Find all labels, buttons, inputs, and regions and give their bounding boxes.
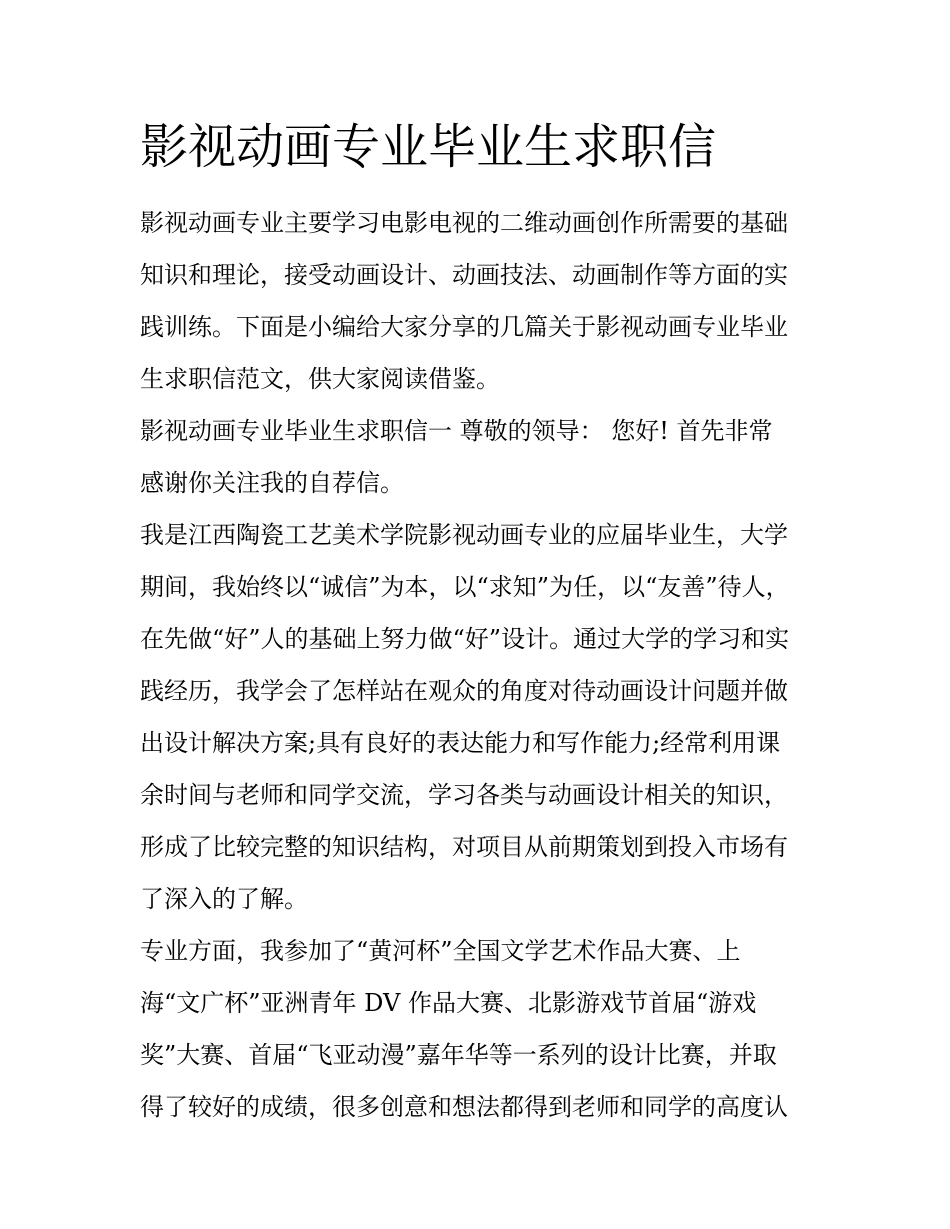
body-line: 海“文广杯”亚洲青年 DV 作品大赛、北影游戏节首届“游戏 — [140, 989, 757, 1017]
document-title: 影视动画专业毕业生求职信 — [140, 119, 717, 175]
body-line: 奖”大赛、首届“飞亚动漫”嘉年华等一系列的设计比赛，并取 — [140, 1041, 777, 1069]
body-line: 形成了比较完整的知识结构，对项目从前期策划到投入市场有 — [140, 833, 788, 861]
body-line: 生求职信范文，供大家阅读借鉴。 — [140, 365, 500, 393]
body-line: 影视动画专业毕业生求职信一 尊敬的领导： 您好! 首先非常 — [140, 417, 773, 445]
body-line: 出设计解决方案;具有良好的表达能力和写作能力;经常利用课 — [140, 729, 781, 757]
body-line: 感谢你关注我的自荐信。 — [140, 469, 404, 497]
body-line: 在先做“好”人的基础上努力做“好”设计。通过大学的学习和实 — [140, 625, 790, 653]
body-line: 期间，我始终以“诚信”为本，以“求知”为任，以“友善”待人， — [140, 573, 790, 601]
body-line: 余时间与老师和同学交流，学习各类与动画设计相关的知识， — [140, 781, 788, 809]
body-line: 了深入的了解。 — [140, 885, 308, 913]
body-line: 知识和理论，接受动画设计、动画技法、动画制作等方面的实 — [140, 261, 788, 289]
body-line: 践训练。下面是小编给大家分享的几篇关于影视动画专业毕业 — [140, 313, 788, 341]
body-line: 我是江西陶瓷工艺美术学院影视动画专业的应届毕业生，大学 — [140, 521, 788, 549]
body-line: 得了较好的成绩，很多创意和想法都得到老师和同学的高度认 — [140, 1093, 788, 1121]
body-line: 影视动画专业主要学习电影电视的二维动画创作所需要的基础 — [140, 209, 788, 237]
body-line: 专业方面，我参加了“黄河杯”全国文学艺术作品大赛、上 — [140, 937, 741, 965]
body-line: 践经历，我学会了怎样站在观众的角度对待动画设计问题并做 — [140, 677, 788, 705]
